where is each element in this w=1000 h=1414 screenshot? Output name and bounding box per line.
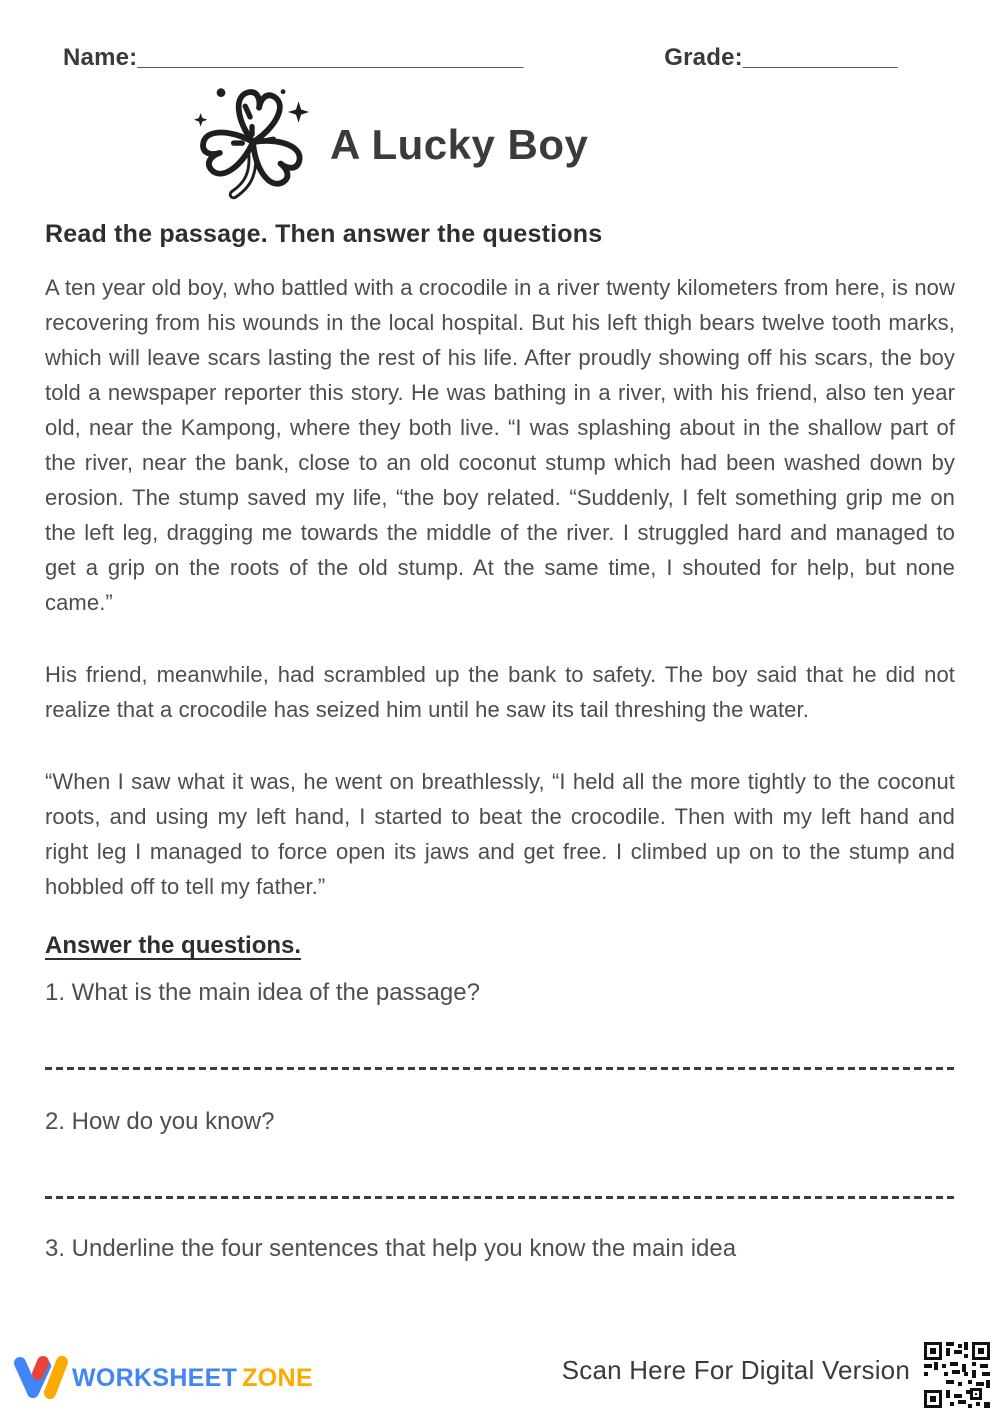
- logo-word-worksheet: WORKSHEET: [72, 1363, 238, 1392]
- question-3: 3. Underline the four sentences that help you know the main idea: [45, 1235, 737, 1262]
- footer: [0, 1328, 1000, 1414]
- shamrock-icon: [190, 82, 316, 208]
- sparkle-star-icon: [194, 113, 208, 127]
- header-row: [63, 44, 897, 72]
- answer-section-heading: Answer the questions.: [45, 932, 302, 959]
- passage-paragraph-3: “When I saw what it was, he went on breathlessly, “I held all the more tightly to the coconut roots, and using my left hand, I started to beat the crocodile. Then with my left hand and right leg I managed to force open its jaws and get free. I climbed up on to the stump and hobbled off to tell my father.”: [45, 769, 955, 899]
- grade-blank-line: ____________: [742, 44, 897, 71]
- passage-paragraph-2: His friend, meanwhile, had scrambled up the bank to safety. The boy said that he did not realize that a crocodile has seized him until he saw its tail threshing the water.: [45, 662, 955, 722]
- name-label: Name:: [63, 44, 138, 71]
- qr-code-icon: [920, 1338, 994, 1412]
- worksheet-zone-logo-icon: [12, 1354, 68, 1402]
- question-1: 1. What is the main idea of the passage?: [45, 979, 480, 1006]
- logo-word-zone: ZONE: [242, 1363, 313, 1392]
- scan-here-label: Scan Here For Digital Version: [561, 1354, 910, 1385]
- grade-label: Grade:: [664, 44, 743, 71]
- worksheet-zone-logo-text: [72, 1364, 313, 1393]
- title-block: [190, 82, 955, 208]
- worksheet-zone-logo: [12, 1354, 313, 1402]
- sparkle-star-icon: [288, 101, 309, 122]
- page-title: A Lucky Boy: [330, 121, 589, 168]
- passage-paragraph-1: A ten year old boy, who battled with a crocodile in a river twenty kilometers from here, is now recovering from his wounds in the local hospital. But his left thigh bears twelve tooth marks, which will leave scars lasting the rest of his life. After proudly showing off his scars, the boy told a newspaper reporter this story. He was bathing in a river, with his friend, also ten year old, near the Kampong, where they both live. “I was splashing about in the shallow part of the river, near the bank, close to an old coconut stump which had been washed down by erosion. The stump saved my life, “the boy related. “Suddenly, I felt something grip me on the left leg, dragging me towards the middle of the river. I struggled hard and managed to get a grip on the roots of the old stump. At the same time, I shouted for help, but none came.”: [45, 275, 955, 615]
- grade-field: [664, 44, 897, 72]
- instruction-heading: Read the passage. Then answer the questions: [45, 220, 603, 248]
- sparkle-dot-icon: [281, 89, 286, 94]
- question-2: 2. How do you know?: [45, 1108, 275, 1135]
- answer-line-1: [45, 1067, 955, 1070]
- footer-right: [562, 1338, 994, 1412]
- reading-passage: [45, 270, 955, 904]
- name-blank-line: ______________________________: [137, 44, 523, 71]
- sparkle-dot-icon: [217, 88, 226, 97]
- name-field: [63, 44, 523, 72]
- answer-line-2: [45, 1196, 955, 1199]
